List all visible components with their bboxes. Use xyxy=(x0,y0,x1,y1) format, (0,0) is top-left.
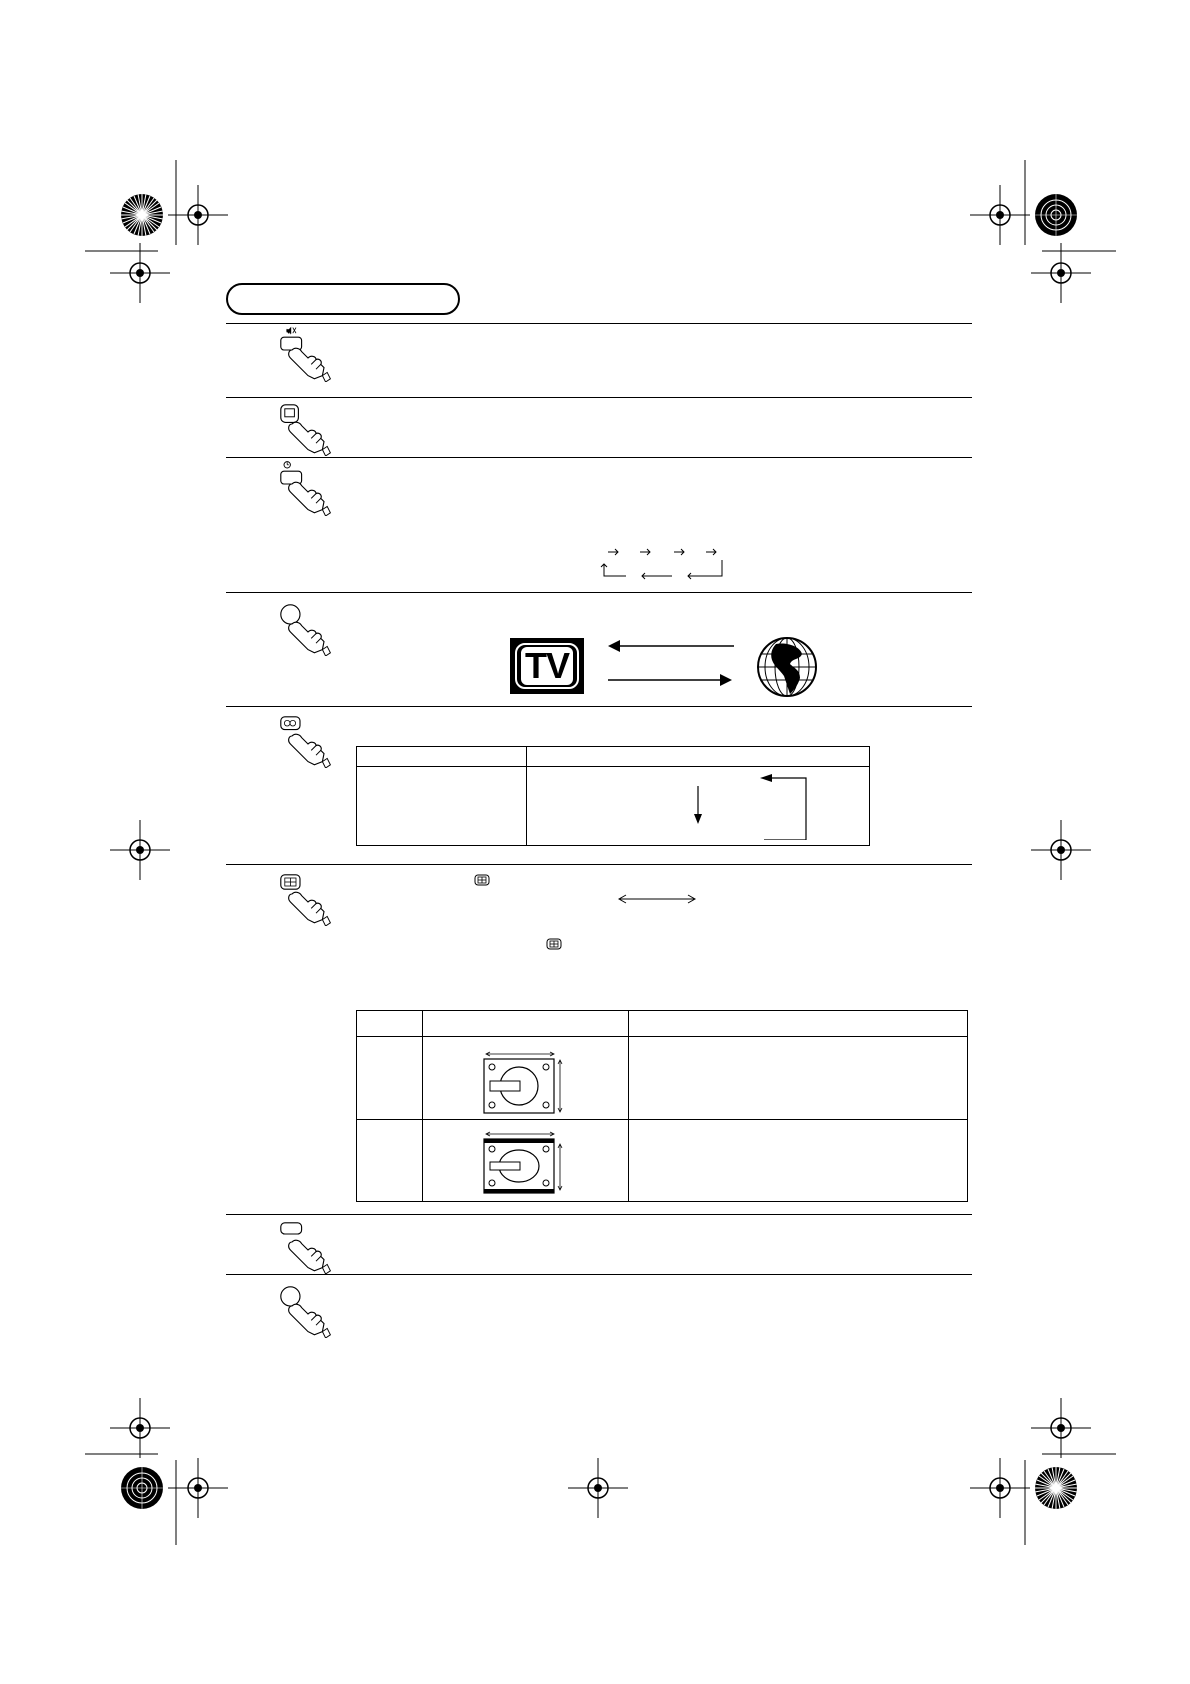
wide-mode-inline-icon xyxy=(474,874,490,886)
timer-icon xyxy=(272,460,336,516)
format-letterbox-diagram xyxy=(480,1130,564,1196)
tv-logo-text: TV xyxy=(521,647,573,685)
wide-mode-inline-icon xyxy=(546,938,562,950)
table-column-rule xyxy=(526,746,527,846)
table-column-rule xyxy=(628,1010,629,1202)
rect-button-icon xyxy=(272,1218,336,1274)
format-toggle-arrow xyxy=(616,892,698,906)
wide-mode-icon xyxy=(272,870,336,926)
sound-mode-icon xyxy=(272,712,336,768)
table-header-rule xyxy=(356,1036,968,1037)
round-button-icon xyxy=(272,600,336,656)
section-divider xyxy=(226,592,972,593)
toggle-arrows xyxy=(600,636,740,690)
table-row-rule xyxy=(356,1119,968,1120)
mute-icon xyxy=(272,326,336,382)
screen-button-icon xyxy=(272,400,336,456)
table-header-rule xyxy=(356,766,870,767)
table-column-rule xyxy=(422,1010,423,1202)
section-divider xyxy=(226,397,972,398)
section-divider xyxy=(226,1274,972,1275)
sound-mode-arrows xyxy=(680,770,820,840)
section-divider xyxy=(226,1214,972,1215)
tv-logo xyxy=(510,638,584,694)
round-button-icon xyxy=(272,1282,336,1338)
section-divider xyxy=(226,457,972,458)
globe-icon xyxy=(756,636,818,698)
picture-format-table xyxy=(356,1010,968,1202)
section-divider xyxy=(226,864,972,865)
header-tab xyxy=(226,283,460,315)
section-divider xyxy=(226,323,972,324)
format-4-3-diagram xyxy=(480,1050,564,1116)
timer-cycle-diagram xyxy=(590,544,730,584)
section-divider xyxy=(226,706,972,707)
